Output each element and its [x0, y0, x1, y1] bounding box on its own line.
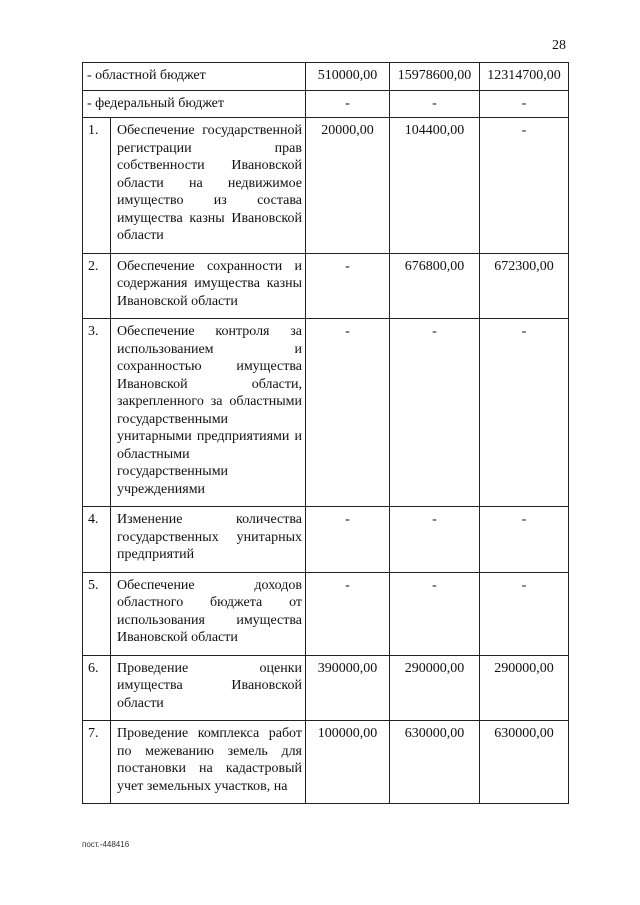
row-index: 1. [83, 118, 111, 254]
value-cell: - [390, 507, 480, 573]
value-cell: 12314700,00 [480, 63, 569, 91]
table-row [83, 90, 569, 118]
document-code: пост.-448416 [82, 840, 130, 849]
row-index: 4. [83, 507, 111, 573]
value-cell: 676800,00 [390, 253, 480, 319]
row-index: 6. [83, 655, 111, 721]
value-cell: - [306, 507, 390, 573]
value-cell: - [480, 118, 569, 254]
row-description: Изменение количества государственных унитарных предприятий [111, 507, 306, 573]
row-description: Обеспечение контроля за использованием и сохранностью имущества Ивановской области, закрепленного за областными государственными унитарными предприятиями и областными государственными учреждениями [111, 319, 306, 507]
table-row [83, 507, 569, 573]
value-cell: - [480, 572, 569, 655]
value-cell: 104400,00 [390, 118, 480, 254]
table-row [83, 721, 569, 804]
value-cell: 510000,00 [306, 63, 390, 91]
page-number: 28 [552, 38, 566, 53]
row-description: Обеспечение государственной регистрации прав собственности Ивановской области на недвижимое имущество из состава имущества казны Ивановской области [111, 118, 306, 254]
value-cell: - [390, 572, 480, 655]
value-cell: - [390, 90, 480, 118]
value-cell: - [306, 319, 390, 507]
budget-table [82, 62, 569, 804]
value-cell: - [390, 319, 480, 507]
row-description: Проведение оценки имущества Ивановской области [111, 655, 306, 721]
value-cell: - [306, 572, 390, 655]
table-row [83, 655, 569, 721]
value-cell: 20000,00 [306, 118, 390, 254]
value-cell: - [480, 90, 569, 118]
row-description: Обеспечение сохранности и содержания имущества казны Ивановской области [111, 253, 306, 319]
value-cell: 290000,00 [390, 655, 480, 721]
value-cell: - [480, 319, 569, 507]
row-description: Проведение комплекса работ по межеванию земель для постановки на кадастровый учет земельных участков, на [111, 721, 306, 804]
value-cell: 290000,00 [480, 655, 569, 721]
value-cell: - [306, 90, 390, 118]
row-description: Обеспечение доходов областного бюджета от использования имущества Ивановской области [111, 572, 306, 655]
row-label: - федеральный бюджет [83, 90, 306, 118]
row-index: 3. [83, 319, 111, 507]
table-row [83, 63, 569, 91]
value-cell: 390000,00 [306, 655, 390, 721]
row-index: 7. [83, 721, 111, 804]
table-row [83, 253, 569, 319]
value-cell: 100000,00 [306, 721, 390, 804]
row-index: 2. [83, 253, 111, 319]
row-index: 5. [83, 572, 111, 655]
value-cell: 15978600,00 [390, 63, 480, 91]
value-cell: - [306, 253, 390, 319]
value-cell: 630000,00 [480, 721, 569, 804]
table-row [83, 319, 569, 507]
value-cell: - [480, 507, 569, 573]
table-row [83, 118, 569, 254]
value-cell: 630000,00 [390, 721, 480, 804]
row-label: - областной бюджет [83, 63, 306, 91]
value-cell: 672300,00 [480, 253, 569, 319]
table-row [83, 572, 569, 655]
